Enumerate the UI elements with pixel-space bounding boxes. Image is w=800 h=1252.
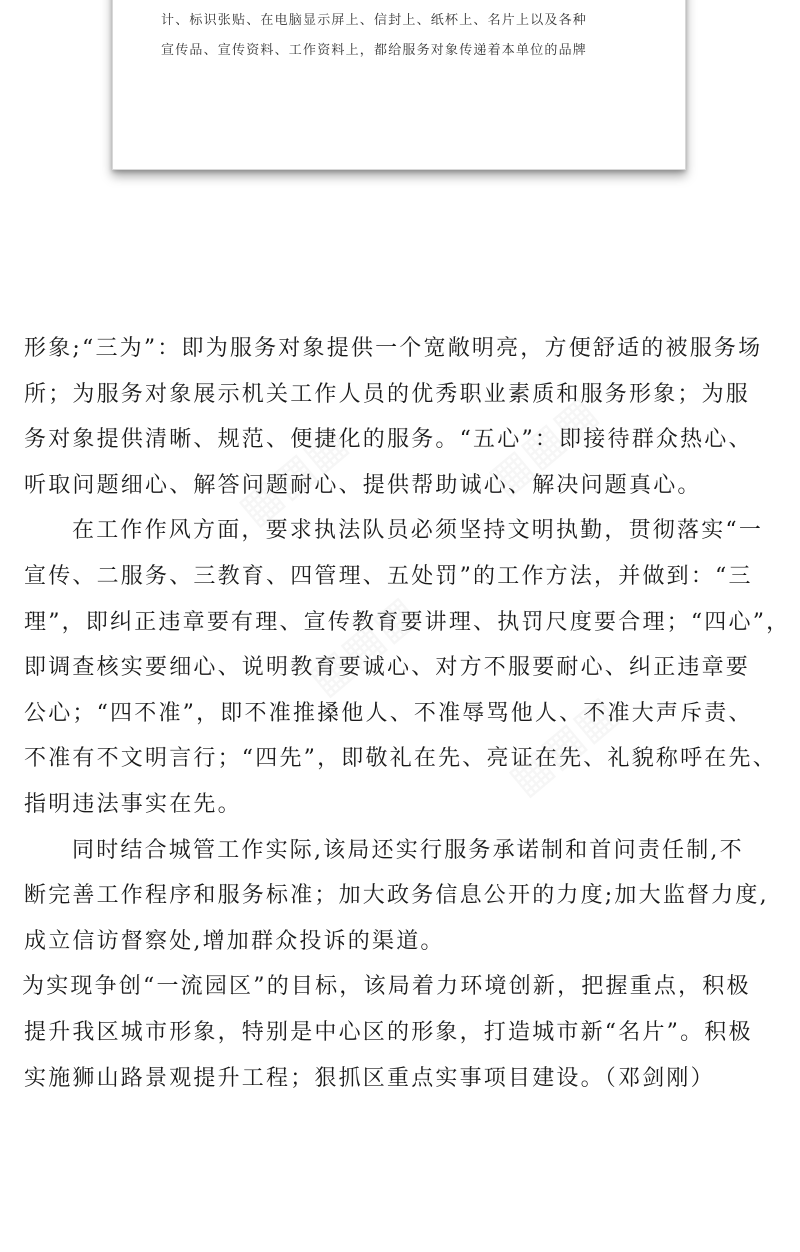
paragraph-line: 在工作作风方面，要求执法队员必须坚持文明执勤，贯彻落实“一	[72, 518, 764, 544]
document-preview-card	[112, 0, 686, 170]
preview-text-line: 计、标识张贴、在电脑显示屏上、信封上、纸杯上、名片上以及各种	[161, 13, 588, 28]
paragraph-line: 形象;“三为”：即为服务对象提供一个宽敞明亮，方便舒适的被服务场	[24, 336, 763, 361]
paragraph-line: 所；为服务对象展示机关工作人员的优秀职业素质和服务形象；为服	[24, 381, 751, 407]
paragraph-line: 公心；“四不准”，即不准推搡他人、不准辱骂他人、不准大声斥责、	[24, 700, 753, 726]
paragraph-line: 理”，即纠正违章要有理、宣传教育要讲理、执罚尺度要合理；“四心”，	[24, 609, 791, 635]
preview-text-line: 宣传品、宣传资料、工作资料上，都给服务对象传递着本单位的品牌	[161, 43, 588, 58]
paragraph-line: 成立信访督察处,增加群众投诉的渠道。	[24, 928, 445, 954]
paragraph-line: 指明违法事实在先。	[24, 791, 242, 817]
paragraph-line: 提升我区城市形象，特别是中心区的形象，打造城市新“名片”。积极	[24, 1019, 753, 1045]
paragraph-line: 宣传、二服务、三教育、四管理、五处罚”的工作方法，并做到：“三	[24, 563, 753, 589]
paragraph-line: 断完善工作程序和服务标准；加大政务信息公开的力度;加大监督力度,	[24, 883, 769, 909]
article-body	[22, 326, 791, 1101]
paragraph-line: 听取问题细心、解答问题耐心、提供帮助诚心、解决问题真心。	[24, 472, 702, 498]
paragraph-line: 实施狮山路景观提升工程；狠抓区重点实事项目建设。（邓剑刚）	[24, 1065, 715, 1091]
paragraph-line: 不准有不文明言行；“四先”，即敬礼在先、亮证在先、礼貌称呼在先、	[24, 746, 777, 772]
paragraph-line: 同时结合城管工作实际,该局还实行服务承诺制和首问责任制,不	[72, 837, 744, 863]
paragraph-line: 务对象提供清晰、规范、便捷化的服务。“五心”：即接待群众热心、	[24, 427, 753, 453]
paragraph-line: 为实现争创“一流园区”的目标，该局着力环境创新，把握重点，积极	[22, 974, 751, 1000]
paragraph-line: 即调查核实要细心、说明教育要诚心、对方不服要耐心、纠正违章要	[24, 655, 751, 681]
